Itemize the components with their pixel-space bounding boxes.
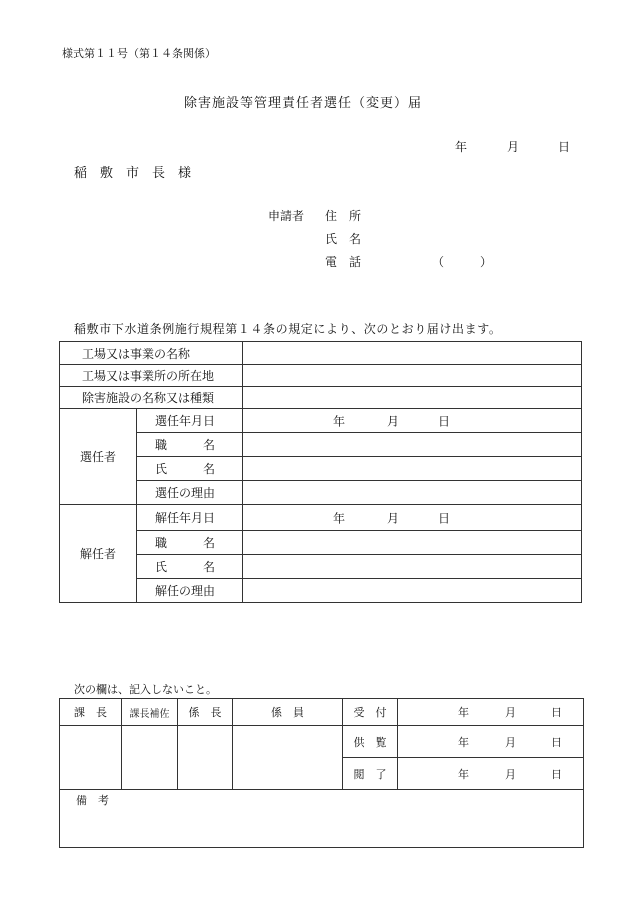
- appointee-group-label: 選任者: [60, 409, 137, 505]
- date-year-label: 年: [455, 140, 468, 154]
- dismissed-group-label: 解任者: [60, 505, 137, 603]
- office-header-section-chief: 課 長: [60, 699, 122, 726]
- office-receipt-month: 月: [505, 706, 516, 719]
- applicant-phone-paren: （ ）: [432, 255, 493, 269]
- office-note: 次の欄は、記入しないこと。: [74, 683, 217, 696]
- dismissed-name-field[interactable]: [243, 555, 582, 579]
- dismissed-title-label: 職 名: [137, 531, 243, 555]
- appointee-reason-label: 選任の理由: [137, 481, 243, 505]
- factory-location-field[interactable]: [243, 365, 582, 387]
- applicant-phone-label: 電 話: [325, 255, 362, 269]
- dismissed-reason-field[interactable]: [243, 579, 582, 603]
- office-closed-label: 閲 了: [343, 758, 398, 790]
- appointee-title-field[interactable]: [243, 433, 582, 457]
- statement: 稲敷市下水道条例施行規程第１４条の規定により、次のとおり届け出ます。: [74, 322, 502, 336]
- office-review-month: 月: [505, 735, 516, 749]
- office-closed-month: 月: [505, 767, 516, 781]
- office-remarks[interactable]: [60, 790, 584, 848]
- office-receipt-day: 日: [551, 706, 562, 719]
- office-header-staff: 係 員: [233, 699, 343, 726]
- applicant-address-label: 住 所: [325, 209, 362, 223]
- applicant-label: 申請者: [268, 209, 305, 223]
- appointee-date-field[interactable]: [243, 409, 582, 433]
- stamp-subsection-chief[interactable]: [178, 726, 233, 790]
- facility-type-field[interactable]: [243, 387, 582, 409]
- addressee: 稲 敷 市 長 様: [74, 166, 192, 181]
- office-receipt-year: 年: [458, 706, 469, 719]
- dismissed-name-label: 氏 名: [137, 555, 243, 579]
- office-header-subsection-chief: 係 長: [178, 699, 233, 726]
- stamp-deputy-chief[interactable]: [122, 726, 178, 790]
- dismissed-reason-label: 解任の理由: [137, 579, 243, 603]
- appointee-date-label: 選任年月日: [137, 409, 243, 433]
- date-month-label: 月: [507, 140, 520, 154]
- appointee-name-label: 氏 名: [137, 457, 243, 481]
- office-review-date[interactable]: [398, 726, 584, 758]
- office-closed-day: 日: [551, 767, 562, 781]
- appointee-reason-field[interactable]: [243, 481, 582, 505]
- appointee-date-day: 日: [438, 414, 451, 428]
- stamp-staff[interactable]: [233, 726, 343, 790]
- factory-name-field[interactable]: [243, 342, 582, 365]
- dismissed-date-year: 年: [333, 511, 346, 525]
- office-review-label: 供 覧: [343, 726, 398, 758]
- form-number: 様式第１１号（第１４条関係）: [62, 47, 216, 60]
- office-remarks-label: 備 考: [76, 794, 109, 807]
- office-receipt-date[interactable]: [398, 699, 584, 726]
- main-table: [59, 341, 582, 603]
- appointee-date-year: 年: [333, 414, 346, 428]
- office-table: [59, 698, 584, 848]
- appointee-name-field[interactable]: [243, 457, 582, 481]
- dismissed-date-month: 月: [387, 511, 400, 525]
- appointee-title-label: 職 名: [137, 433, 243, 457]
- dismissed-date-label: 解任年月日: [137, 505, 243, 531]
- office-receipt-label: 受 付: [343, 699, 398, 726]
- page-title: 除害施設等管理責任者選任（変更）届: [184, 96, 423, 111]
- dismissed-date-day: 日: [438, 511, 451, 525]
- dismissed-date-field[interactable]: [243, 505, 582, 531]
- office-closed-date[interactable]: [398, 758, 584, 790]
- appointee-date-month: 月: [387, 414, 400, 428]
- dismissed-title-field[interactable]: [243, 531, 582, 555]
- office-closed-year: 年: [458, 767, 469, 781]
- factory-name-label: 工場又は事業の名称: [60, 342, 243, 365]
- office-header-deputy-chief: 課長補佐: [122, 699, 178, 726]
- date-day-label: 日: [558, 140, 571, 154]
- office-review-day: 日: [551, 735, 562, 749]
- stamp-section-chief[interactable]: [60, 726, 122, 790]
- applicant-name-label: 氏 名: [325, 232, 362, 246]
- facility-type-label: 除害施設の名称又は種類: [60, 387, 243, 409]
- office-review-year: 年: [458, 735, 469, 749]
- factory-location-label: 工場又は事業所の所在地: [60, 365, 243, 387]
